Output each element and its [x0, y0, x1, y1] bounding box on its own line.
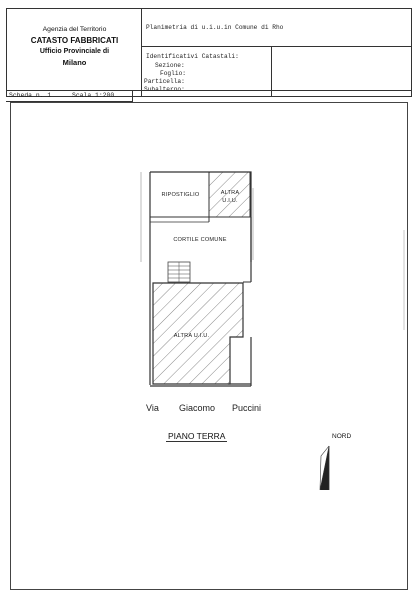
- planimetria-title: Planimetria di u.i.u.in Comune di Rho: [146, 24, 284, 31]
- room-altra-uiu-top-l1: ALTRA: [220, 190, 240, 196]
- field-particella: Particella:: [144, 78, 185, 85]
- north-label: NORD: [332, 433, 352, 440]
- street-giacomo: Giacomo: [179, 403, 216, 413]
- field-foglio: Foglio:: [160, 70, 186, 77]
- floor-label: PIANO TERRA: [168, 431, 226, 441]
- provincia-label: Milano: [62, 58, 87, 67]
- street-via: Via: [146, 403, 159, 413]
- agency-name: Agenzia del Territorio: [42, 26, 107, 33]
- room-ripostiglio: RIPOSTIGLIO: [161, 192, 200, 198]
- field-sezione: Sezione:: [155, 62, 185, 69]
- identificativi-title: Identificativi Catastali:: [146, 53, 239, 60]
- scheda-number: Scheda n. 1: [9, 92, 52, 99]
- street-puccini: Puccini: [232, 403, 262, 413]
- ufficio-label: Ufficio Provinciale di: [39, 48, 110, 55]
- catasto-title: CATASTO FABBRICATI: [30, 36, 119, 45]
- room-altra-uiu-main: ALTRA U.I.U.: [173, 333, 210, 339]
- scale-label: Scala 1:200: [72, 92, 115, 99]
- room-cortile-comune: CORTILE COMUNE: [173, 237, 227, 243]
- room-altra-uiu-top-l2: U.I.U.: [222, 198, 238, 204]
